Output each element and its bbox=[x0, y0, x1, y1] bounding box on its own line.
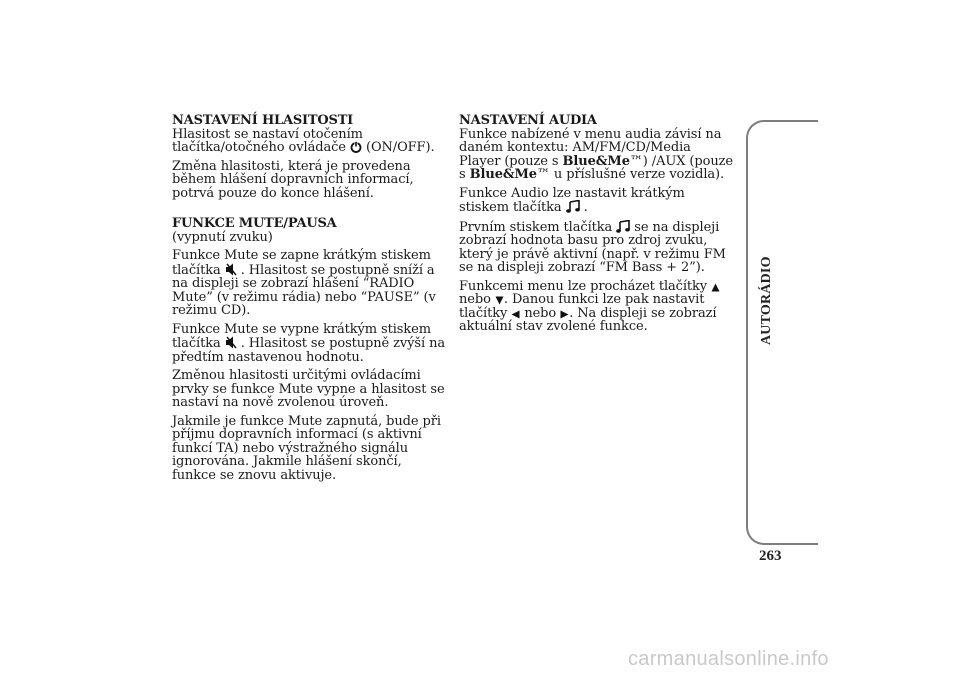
music-note-icon bbox=[566, 200, 580, 213]
audio-p3-text: Prvním stiskem tlačítka bbox=[459, 219, 613, 235]
audio-p4-text-2: . Danou funkci lze pak nastavit tlačítky bbox=[459, 292, 705, 321]
audio-p1-text: Funkce nabízené v menu audia závisí na daném kontextu: AM/FM/CD/Media Player (pouze s bbox=[459, 126, 722, 169]
arrow-right-icon bbox=[560, 310, 569, 319]
arrow-up-icon bbox=[711, 283, 720, 292]
mute-heading: FUNKCE MUTE/PAUSA bbox=[172, 216, 337, 231]
mute-icon bbox=[225, 336, 237, 349]
brand-name: Blue&Me bbox=[562, 153, 630, 169]
right-column bbox=[459, 114, 735, 339]
volume-paragraph-1 bbox=[172, 128, 448, 155]
left-column bbox=[172, 114, 448, 487]
page-number: 263 bbox=[759, 548, 782, 564]
audio-p4-or: nebo bbox=[459, 292, 491, 307]
audio-p3-suffix: se na displeji zobrazí hodnota basu pro zdroj zvuku, který je právě aktivní (např. v režimu FM se na displeji zobrazí “FM Bass + 2”). bbox=[459, 219, 726, 275]
mute-p2-suffix: . Hlasitost se postupně zvýší na předtím nastavenou hodnotu. bbox=[172, 336, 445, 365]
volume-p1-text: Hlasitost se nastaví otočením tlačítka/otočného ovládače bbox=[172, 126, 363, 155]
audio-p1-text-2: ™) /AUX (pouze s bbox=[459, 153, 733, 182]
mute-icon bbox=[225, 263, 237, 276]
audio-p4-text-3: . Na displeji se zobrazí aktuální stav zvolené funkce. bbox=[459, 305, 717, 334]
audio-paragraph-3 bbox=[459, 220, 735, 275]
audio-p4-text: Funkcemi menu lze procházet tlačítky bbox=[459, 278, 708, 294]
audio-p2-end: . bbox=[583, 200, 588, 215]
volume-p1-suffix: (ON/OFF). bbox=[365, 140, 435, 155]
music-note-icon bbox=[616, 220, 630, 233]
power-icon bbox=[350, 141, 362, 153]
audio-paragraph-4 bbox=[459, 280, 735, 334]
mute-p2-text: Funkce Mute se vypne krátkým stiskem tlačítka bbox=[172, 321, 431, 351]
arrow-left-icon bbox=[511, 310, 520, 319]
mute-paragraph-2 bbox=[172, 323, 448, 365]
audio-p4-or-2: nebo bbox=[524, 305, 557, 321]
audio-p1-text-3: ™ u příslušné verze vozidla). bbox=[536, 167, 725, 182]
audio-paragraph-1 bbox=[459, 128, 735, 182]
mute-paragraph-1 bbox=[172, 249, 448, 318]
audio-heading: NASTAVENÍ AUDIA bbox=[459, 113, 597, 128]
brand-name: Blue&Me bbox=[469, 167, 537, 182]
mute-p1-text: Funkce Mute se zapne krátkým stiskem tlačítka bbox=[172, 248, 431, 278]
volume-heading: NASTAVENÍ HLASITOSTI bbox=[172, 113, 354, 128]
volume-paragraph-2: Změna hlasitosti, která je provedena během hlášení dopravních informací, potrvá pouze do konce hlášení. bbox=[172, 158, 414, 201]
watermark: carmanualsonline.info bbox=[628, 648, 829, 670]
arrow-down-icon bbox=[495, 296, 504, 305]
audio-paragraph-2 bbox=[459, 187, 735, 215]
audio-p2-text: Funkce Audio lze nastavit krátkým stiskem tlačítka bbox=[459, 185, 685, 215]
mute-paragraph-4: Jakmile je funkce Mute zapnutá, bude při příjmu dopravních informací (s aktivní funkcí TA) nebo výstražného signálu ignorována. Jakmile hlášení skončí, funkce se znovu aktivuje. bbox=[172, 413, 441, 483]
mute-subheading: (vypnutí zvuku) bbox=[172, 229, 273, 245]
mute-p1-suffix: . Hlasitost se postupně sníží a na displeji se zobrazí hlášení “RADIO Mute” (v režimu rádia) nebo “PAUSE” (v režimu CD). bbox=[172, 262, 436, 318]
mute-paragraph-3: Změnou hlasitosti určitými ovládacími prvky se funkce Mute vypne a hlasitost se nastaví na nově zvolenou úroveň. bbox=[172, 368, 445, 410]
section-tab bbox=[746, 120, 818, 545]
section-label: AUTORÁDIO bbox=[759, 256, 774, 345]
